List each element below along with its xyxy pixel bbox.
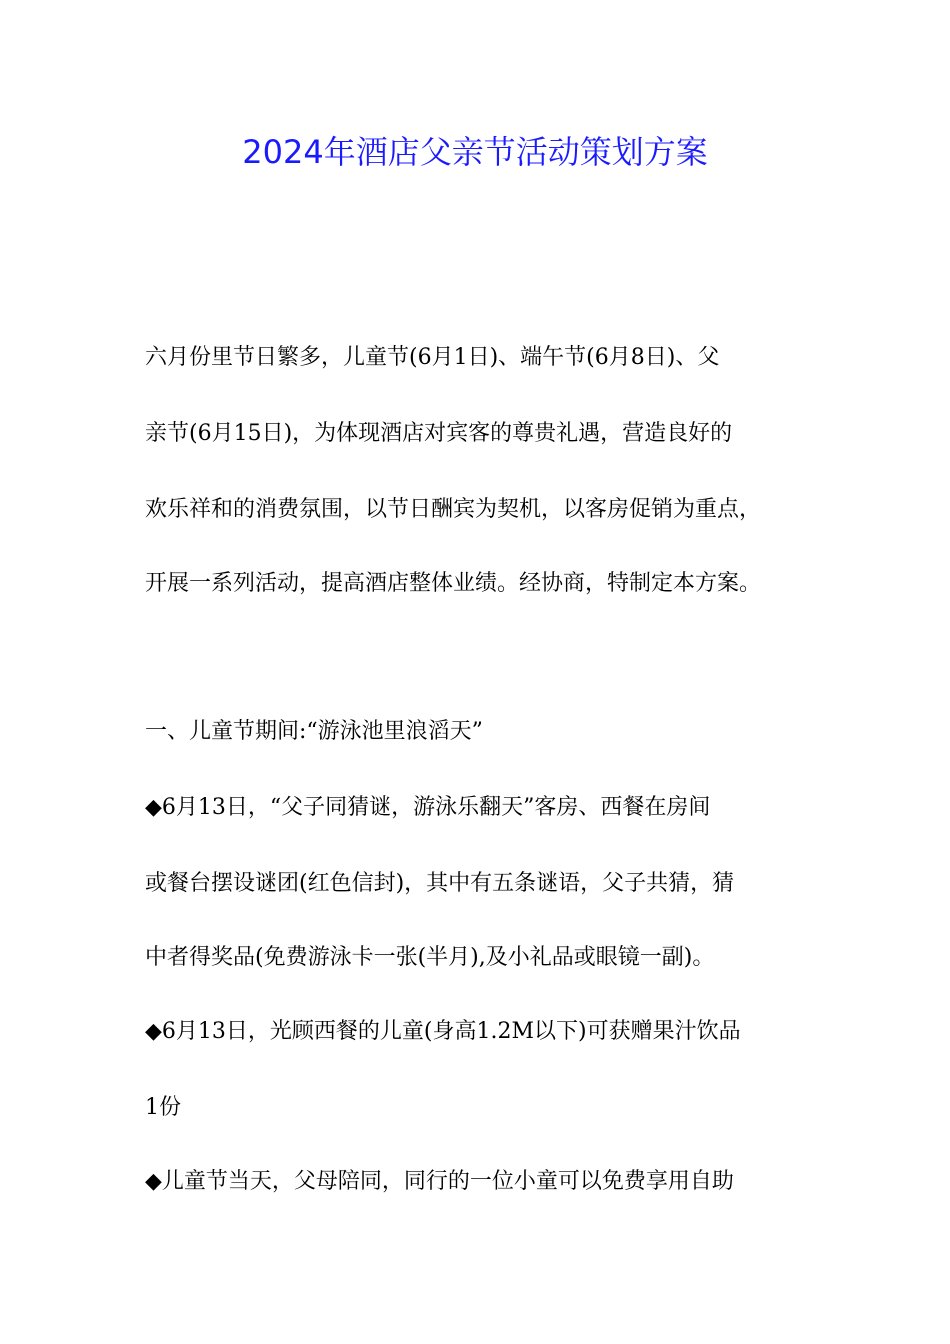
section1-line-1: ◆6月13日，“父子同猜谜，游泳乐翻天”客房、西餐在房间 xyxy=(145,795,711,820)
section1-line-3: 中者得奖品(免费游泳卡一张(半月),及小礼品或眼镜一副)。 xyxy=(145,945,715,970)
intro-line-2: 亲节(6月15日)，为体现酒店对宾客的尊贵礼遇，营造良好的 xyxy=(145,421,733,446)
document-title: 2024年酒店父亲节活动策划方案 xyxy=(242,133,708,171)
intro-line-4: 开展一系列活动，提高酒店整体业绩。经协商，特制定本方案。 xyxy=(145,571,762,596)
intro-line-3: 欢乐祥和的消费氛围，以节日酬宾为契机，以客房促销为重点， xyxy=(145,497,762,522)
section1-line-5: 1份 xyxy=(145,1095,181,1120)
intro-line-1: 六月份里节日繁多，儿童节(6月1日)、端午节(6月8日)、父 xyxy=(145,345,720,370)
section1-heading: 一、儿童节期间:“游泳池里浪滔天” xyxy=(145,719,483,744)
section1-line-6: ◆儿童节当天，父母陪同，同行的一位小童可以免费享用自助 xyxy=(145,1169,734,1194)
section1-line-2: 或餐台摆设谜团(红色信封)，其中有五条谜语，父子共猜，猜 xyxy=(145,871,735,896)
section1-line-4: ◆6月13日，光顾西餐的儿童(身高1.2M以下)可获赠果汁饮品 xyxy=(145,1019,741,1044)
